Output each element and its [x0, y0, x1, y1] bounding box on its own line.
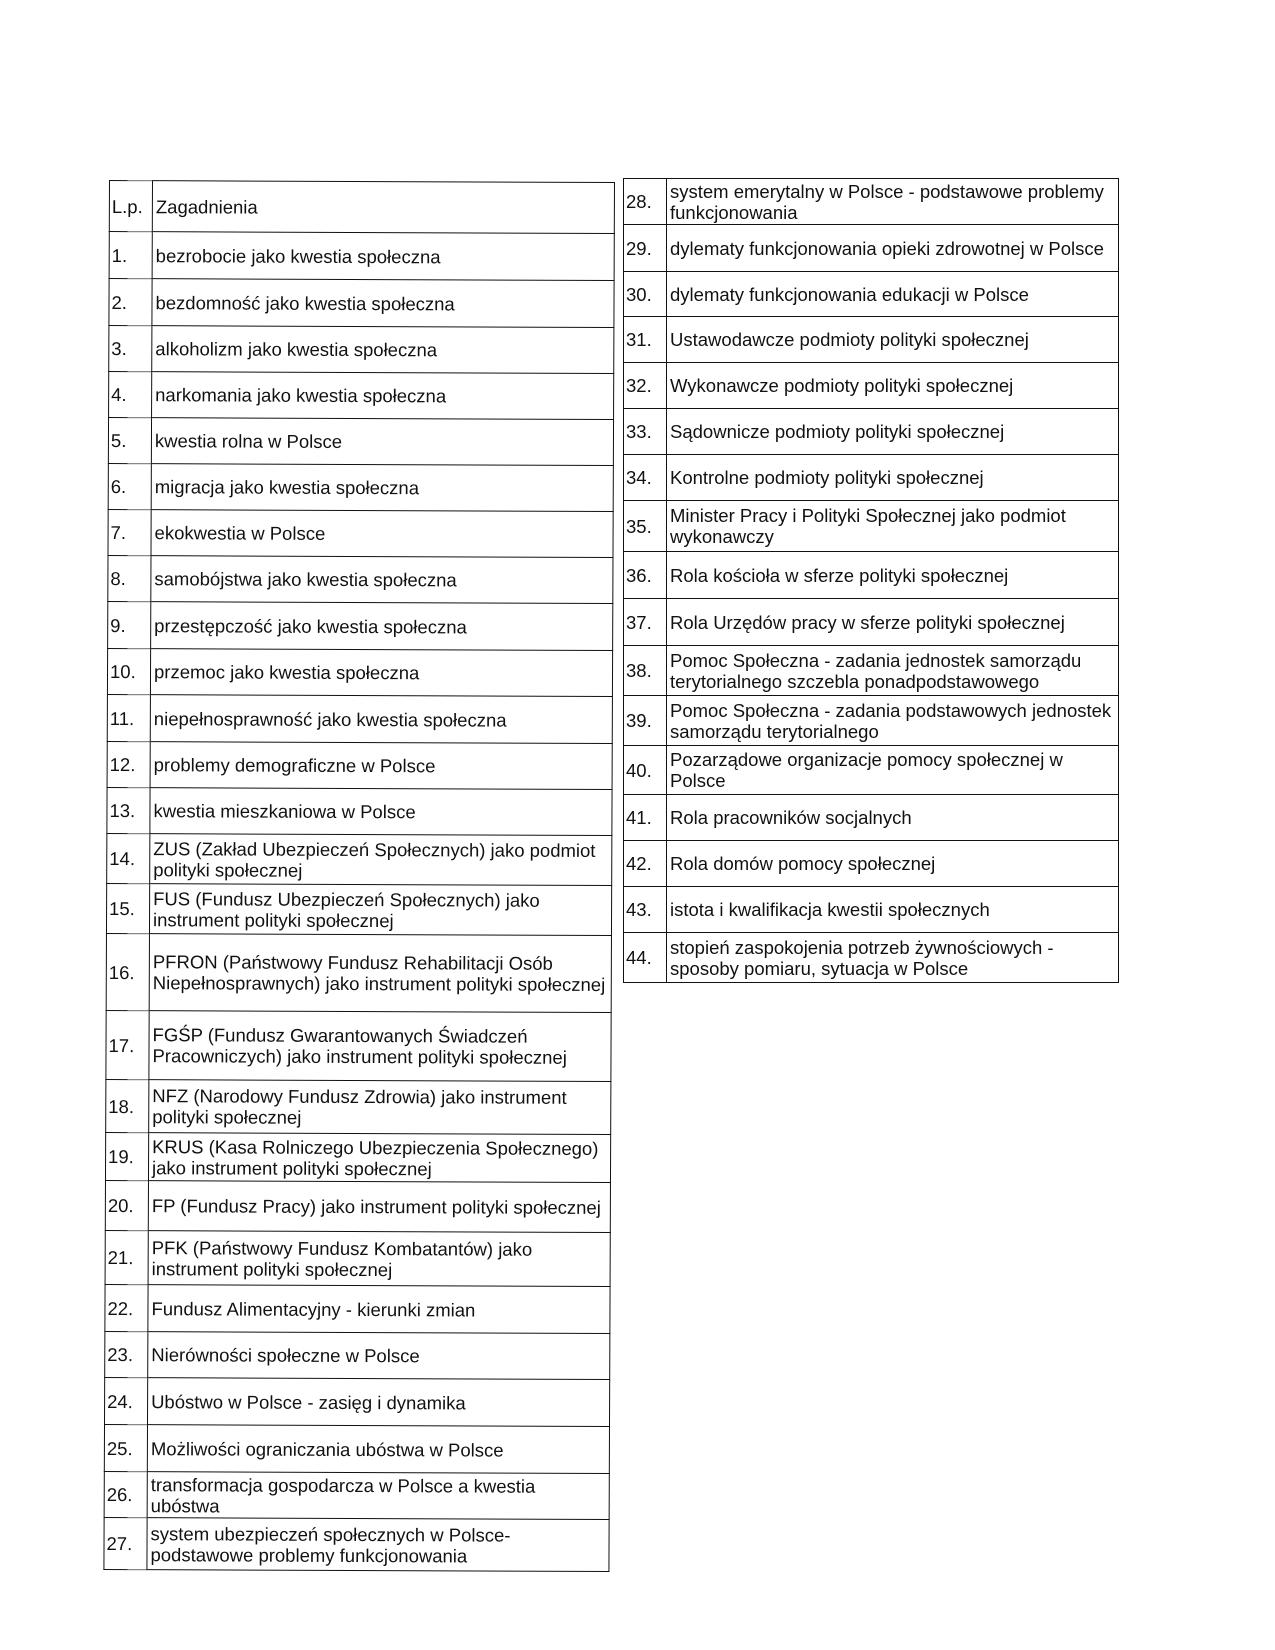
- table-row: [105, 1132, 610, 1182]
- row-topic: stopień zaspokojenia potrzeb żywnościowych - sposoby pomiaru, sytuacja w Polsce: [667, 933, 1119, 983]
- row-topic: system emerytalny w Polsce - podstawowe problemy funkcjonowania: [667, 179, 1119, 225]
- row-topic: przemoc jako kwestia społeczna: [150, 649, 612, 697]
- row-number: 31.: [624, 317, 667, 363]
- row-number: 44.: [624, 933, 667, 983]
- row-topic: samobójstwa jako kwestia społeczna: [151, 556, 613, 604]
- row-number: 28.: [624, 179, 667, 225]
- row-number: 7.: [108, 509, 151, 555]
- table-row: [624, 317, 1119, 363]
- row-number: 6.: [108, 463, 151, 509]
- row-number: 39.: [624, 696, 667, 746]
- row-topic: Kontrolne podmioty polityki społecznej: [667, 455, 1119, 501]
- row-number: 26.: [104, 1471, 147, 1517]
- table-row: [624, 272, 1119, 317]
- row-number: 40.: [624, 746, 667, 795]
- row-number: 33.: [624, 409, 667, 455]
- row-topic: istota i kwalifikacja kwestii społecznych: [667, 887, 1119, 933]
- row-topic: Rola pracowników socjalnych: [667, 795, 1119, 841]
- row-number: 9.: [108, 601, 151, 648]
- row-topic: ZUS (Zakład Ubezpieczeń Społecznych) jako podmiot polityki społecznej: [150, 834, 612, 886]
- table-row: [624, 225, 1119, 272]
- row-topic: bezrobocie jako kwestia społeczna: [152, 232, 614, 281]
- table-row: [107, 741, 612, 789]
- row-number: 15.: [106, 883, 149, 933]
- row-number: 3.: [109, 326, 152, 372]
- row-number: 1.: [109, 232, 152, 279]
- row-topic: FP (Fundusz Pracy) jako instrument polityki społecznej: [148, 1181, 610, 1233]
- row-number: 37.: [624, 599, 667, 646]
- table-row: [107, 694, 612, 743]
- table-row: [624, 409, 1119, 455]
- row-topic: dylematy funkcjonowania opieki zdrowotnej w Polsce: [667, 225, 1119, 272]
- row-topic: niepełnosprawność jako kwestia społeczna: [150, 695, 612, 744]
- row-number: 16.: [106, 933, 149, 1010]
- table-row: [108, 555, 613, 603]
- table-row: [107, 648, 612, 696]
- table-row: [106, 933, 611, 1012]
- row-number: 36.: [624, 552, 667, 599]
- row-number: 41.: [624, 795, 667, 841]
- row-number: 12.: [107, 741, 150, 787]
- row-number: 18.: [106, 1079, 149, 1132]
- table-row: [106, 1010, 611, 1081]
- row-topic: Nierówności społeczne w Polsce: [148, 1332, 610, 1380]
- table-row: [108, 601, 613, 650]
- row-number: 17.: [106, 1010, 149, 1079]
- table-row: [105, 1230, 610, 1286]
- row-topic: Rola domów pomocy społecznej: [667, 841, 1119, 887]
- row-topic: Sądownicze podmioty polityki społecznej: [667, 409, 1119, 455]
- row-number: 19.: [105, 1132, 148, 1180]
- header-topic: Zagadnienia: [152, 181, 614, 234]
- row-number: 20.: [105, 1180, 148, 1230]
- row-topic: przestępczość jako kwestia społeczna: [151, 602, 613, 651]
- row-number: 29.: [624, 225, 667, 272]
- row-topic: problemy demograficzne w Polsce: [150, 742, 612, 790]
- table-row: [624, 363, 1119, 409]
- table-row: [106, 883, 611, 935]
- row-number: 27.: [104, 1517, 147, 1569]
- row-number: 23.: [105, 1331, 148, 1377]
- table-header-row: [109, 181, 614, 234]
- row-topic: kwestia mieszkaniowa w Polsce: [150, 788, 612, 836]
- table-row: [107, 787, 612, 835]
- row-topic: NFZ (Narodowy Fundusz Zdrowia) jako instrument polityki społecznej: [149, 1080, 611, 1135]
- row-number: 32.: [624, 363, 667, 409]
- row-number: 2.: [109, 279, 152, 326]
- row-topic: Ubóstwo w Polsce - zasięg i dynamika: [148, 1378, 610, 1427]
- table-row: [624, 933, 1119, 983]
- row-topic: Możliwości ograniczania ubóstwa w Polsce: [147, 1425, 609, 1474]
- row-number: 42.: [624, 841, 667, 887]
- table-row: [624, 887, 1119, 933]
- row-topic: dylematy funkcjonowania edukacji w Polsce: [667, 272, 1119, 317]
- table-row: [104, 1517, 609, 1571]
- row-number: 11.: [107, 694, 150, 741]
- table-row: [624, 795, 1119, 841]
- row-topic: Pozarządowe organizacje pomocy społecznej w Polsce: [667, 746, 1119, 795]
- table-row: [105, 1284, 610, 1333]
- row-topic: alkoholizm jako kwestia społeczna: [152, 326, 614, 374]
- row-topic: kwestia rolna w Polsce: [151, 418, 613, 466]
- table-row: [104, 1424, 609, 1473]
- table-row: [109, 232, 614, 281]
- row-topic: bezdomność jako kwestia społeczna: [152, 279, 614, 328]
- table-row: [624, 746, 1119, 795]
- table-row: [108, 418, 613, 466]
- table-row: [104, 1471, 609, 1519]
- row-topic: Pomoc Społeczna - zadania jednostek samorządu terytorialnego szczebla ponadpodstawowego: [667, 646, 1119, 696]
- table-row: [105, 1331, 610, 1379]
- row-topic: system ubezpieczeń społecznych w Polsce-podstawowe problemy funkcjonowania: [147, 1518, 609, 1572]
- table-row: [109, 372, 614, 420]
- row-number: 5.: [108, 418, 151, 464]
- row-topic: Pomoc Społeczna - zadania podstawowych jednostek samorządu terytorialnego: [667, 696, 1119, 746]
- table-row: [624, 455, 1119, 501]
- row-number: 10.: [107, 648, 150, 694]
- table-row: [624, 501, 1119, 552]
- table-row: [107, 833, 612, 885]
- table-row: [106, 1079, 611, 1134]
- row-number: 24.: [105, 1377, 148, 1424]
- table-row: [105, 1377, 610, 1426]
- table-row: [105, 1180, 610, 1232]
- table-row: [108, 509, 613, 557]
- table-row: [624, 646, 1119, 696]
- row-topic: FGŚP (Fundusz Gwarantowanych Świadczeń Pracowniczych) jako instrument polityki społecznej: [149, 1011, 611, 1082]
- row-topic: PFRON (Państwowy Fundusz Rehabilitacji Osób Niepełnosprawnych) jako instrument polityki społecznej: [149, 934, 611, 1013]
- table-row: [109, 326, 614, 374]
- row-number: 38.: [624, 646, 667, 696]
- row-number: 30.: [624, 272, 667, 317]
- row-number: 14.: [107, 833, 150, 883]
- row-topic: Ustawodawcze podmioty polityki społecznej: [667, 317, 1119, 363]
- row-number: 34.: [624, 455, 667, 501]
- row-topic: KRUS (Kasa Rolniczego Ubezpieczenia Społecznego) jako instrument polityki społecznej: [148, 1133, 610, 1183]
- row-number: 43.: [624, 887, 667, 933]
- row-topic: Fundusz Alimentacyjny - kierunki zmian: [148, 1285, 610, 1334]
- header-number: L.p.: [109, 181, 152, 232]
- row-topic: ekokwestia w Polsce: [151, 510, 613, 558]
- row-topic: transformacja gospodarcza w Polsce a kwestia ubóstwa: [147, 1472, 609, 1520]
- table-row: [108, 463, 613, 511]
- row-number: 22.: [105, 1284, 148, 1331]
- row-number: 25.: [104, 1424, 147, 1471]
- table-row: [624, 179, 1119, 225]
- table-row: [624, 696, 1119, 746]
- row-number: 4.: [109, 372, 152, 418]
- row-topic: narkomania jako kwestia społeczna: [152, 372, 614, 420]
- row-number: 21.: [105, 1230, 148, 1284]
- row-topic: FUS (Fundusz Ubezpieczeń Społecznych) jako instrument polityki społecznej: [149, 884, 611, 936]
- row-number: 35.: [624, 501, 667, 552]
- table-row: [109, 279, 614, 328]
- table-row: [624, 552, 1119, 599]
- table-row: [624, 841, 1119, 887]
- row-topic: migracja jako kwestia społeczna: [151, 464, 613, 512]
- row-number: 13.: [107, 787, 150, 833]
- topics-table-left: [103, 180, 615, 1572]
- table-row: [624, 599, 1119, 646]
- topics-table-right: [623, 178, 1119, 983]
- row-topic: Wykonawcze podmioty polityki społecznej: [667, 363, 1119, 409]
- row-topic: PFK (Państwowy Fundusz Kombatantów) jako instrument polityki społecznej: [148, 1231, 610, 1287]
- row-topic: Rola kościoła w sferze polityki społecznej: [667, 552, 1119, 599]
- row-number: 8.: [108, 555, 151, 601]
- row-topic: Rola Urzędów pracy w sferze polityki społecznej: [667, 599, 1119, 646]
- row-topic: Minister Pracy i Polityki Społecznej jako podmiot wykonawczy: [667, 501, 1119, 552]
